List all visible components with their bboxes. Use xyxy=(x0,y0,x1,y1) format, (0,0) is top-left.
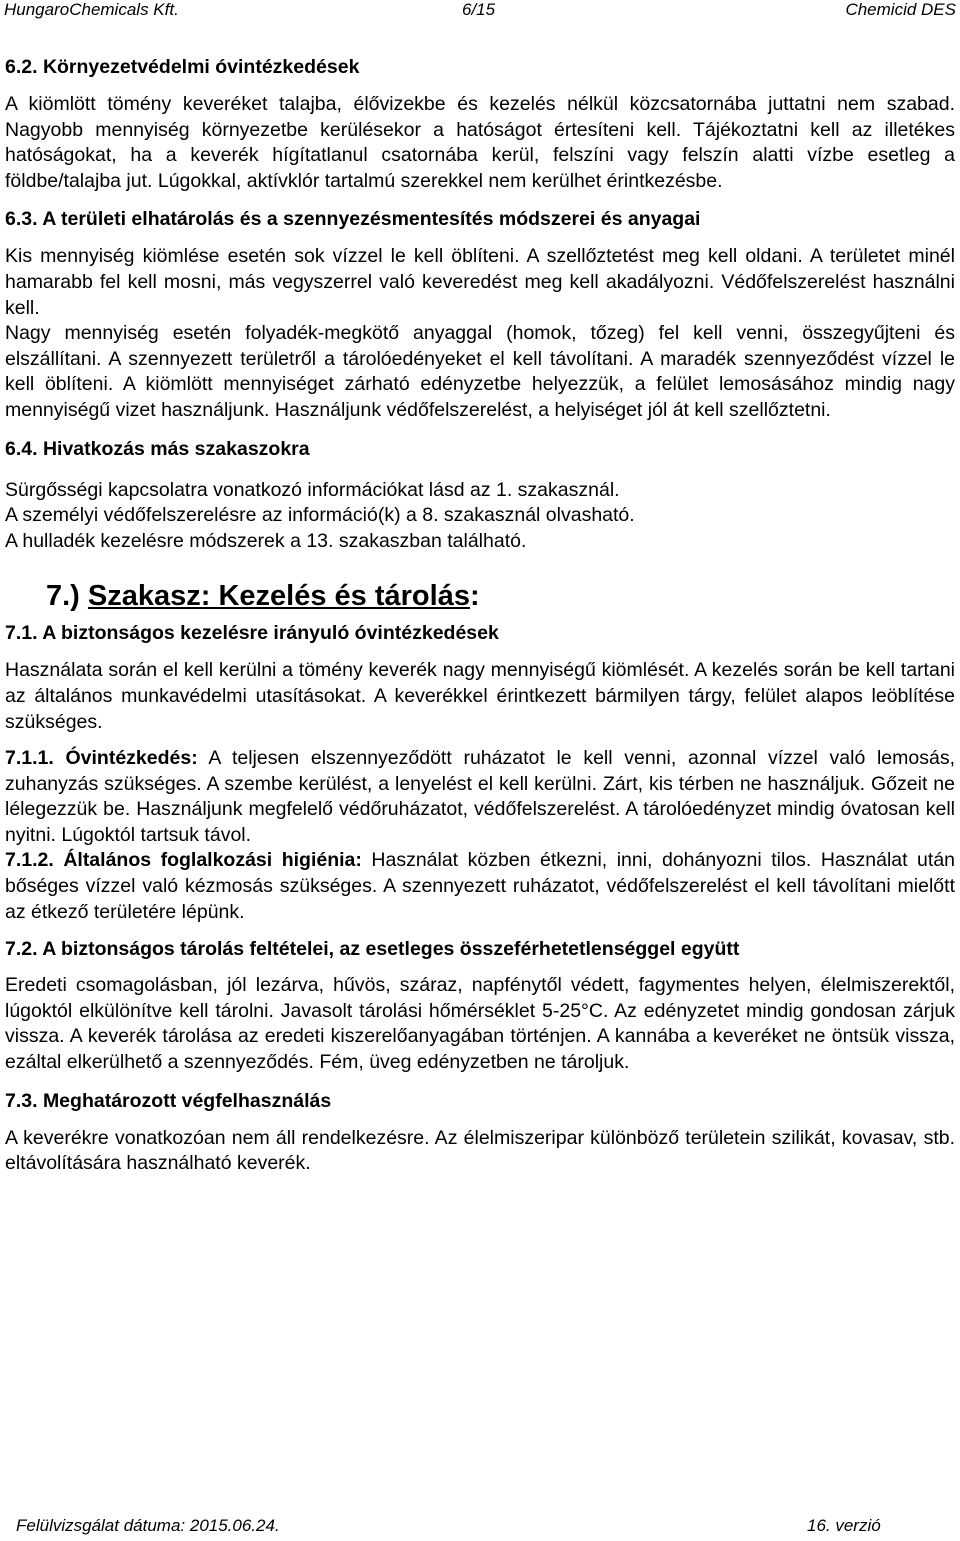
section-6-2-text: A kiömlött tömény keveréket talajba, élővizekbe és kezelés nélkül közcsatornába juttatni nem szabad. Nagyobb mennyiség környezetbe kerülésekor a hatóságot értesíteni kell. Tájékoztatni kell az illetékes hatóságokat, ha a keverék hígítatlanul csatornába kerül, felszíni vagy felszín alatti vízbe esetleg a földbe/talajba jut. Lúgokkal, aktívklór tartalmú szerekkel nem kerülhet érintkezésbe. xyxy=(5,93,955,192)
page-number: 6/15 xyxy=(462,0,496,19)
review-date: Felülvizsgálat dátuma: 2015.06.24. xyxy=(16,1516,280,1535)
section-7-1-1-text: A teljesen elszennyeződött ruházatot le kell venni, azonnal vízzel való lemosás, zuhanyzás szükséges. A szembe kerülést, a lenyelést el kell kerülni. Zárt, kis térben ne használjuk. Gőzeit ne lélegezzük be. Használjunk megfelelő védőruházatot, védőfelszerelést. A tárolóedényzet mindig óvatosan kell nyitni. Lúgoktól tartsuk távol. xyxy=(5,747,955,846)
section-6-3-paragraph-2: Nagy mennyiség esetén folyadék-megkötő anyaggal (homok, tőzeg) fel kell venni, összegyűjteni és elszállítani. A szennyezett területről a tárolóedényeket el kell távolítani. A maradék szennyeződést vízzel le kell öblíteni. A kiömlött mennyiséget zárható edényzetbe helyezzük, a felület lemosásához mindig nagy mennyiségű vizet használjunk. Használjunk védőfelszerelést, a helyiséget jól át kell szellőztetni. xyxy=(5,322,955,421)
section-7-1-1 xyxy=(5,746,955,848)
version-label: 16. verzió xyxy=(807,1516,881,1535)
section-6-3-paragraph-1: Kis mennyiség kiömlése esetén sok vízzel le kell öblíteni. A szellőztetést meg kell oldani. A területet minél hamarabb fel kell mosni, más vegyszerrel való keveredést meg kell akadályozni. Védőfelszerelést használni kell. xyxy=(5,245,955,319)
company-name: HungaroChemicals Kft. xyxy=(4,0,179,19)
section-7-1-2-label: Általános foglalkozási higiénia: xyxy=(63,849,362,872)
section-7-1-title: 7.1. A biztonságos kezelésre irányuló óvintézkedések xyxy=(5,622,499,645)
section-7-1-2 xyxy=(5,848,955,925)
section-6-4-line: A hulladék kezelésre módszerek a 13. szakaszban található. xyxy=(5,529,527,552)
section-6-2-title: 6.2. Környezetvédelmi óvintézkedések xyxy=(5,56,360,78)
section-7-1-2-text: Használat közben étkezni, inni, dohányozni tilos. Használat után bőséges vízzel való kézmosás szükséges. A szennyezett ruházatot, védőfelszerelést el kell távolítani mielőtt az étkező területére lépünk. xyxy=(5,849,956,923)
section-7-2-text: Eredeti csomagolásban, jól lezárva, hűvös, száraz, napfénytől védett, fagymentes helyen, élelmiszerektől, lúgoktól elkülönítve kell tárolni. Javasolt tárolási hőmérséklet 5-25°C. Az edényzetet mindig gondosan zárjuk vissza. A keverék tárolása az eredeti kiszerelőanyagában történjen. A kannába a keveréket ne öntsük vissza, ezáltal elkerülhető a szennyeződés. Fém, üveg edényzetben ne tároljuk. xyxy=(5,974,955,1074)
section-7-number: 7.) xyxy=(46,580,80,613)
section-6-4-line: Sürgősségi kapcsolatra vonatkozó információkat lásd az 1. szakasznál. xyxy=(5,478,620,501)
section-7-1-text: Használata során el kell kerülni a tömény keverék nagy mennyiségű kiömlését. A kezelés során be kell tartani az általános munkavédelmi utasításokat. A keverékkel érintkezett bármilyen tárgy, felület alapos leöblítése szükséges. xyxy=(5,659,955,733)
page-footer xyxy=(0,1516,960,1540)
section-6-3-title: 6.3. A területi elhatárolás és a szennyezésmentesítés módszerei és anyagai xyxy=(5,208,701,231)
product-name: Chemicid DES xyxy=(845,0,956,19)
section-7-1-2-number: 7.1.2. xyxy=(5,849,54,872)
section-7-title: Szakasz: Kezelés és tárolás xyxy=(87,580,470,613)
section-6-4-line: A személyi védőfelszerelésre az információ(k) a 8. szakasznál olvasható. xyxy=(5,504,635,527)
section-7-3-title: 7.3. Meghatározott végfelhasználás xyxy=(5,1089,332,1112)
page-header xyxy=(0,0,960,24)
section-7-colon: : xyxy=(469,580,480,613)
section-7-heading xyxy=(46,576,955,616)
section-7-2-title: 7.2. A biztonságos tárolás feltételei, az esetleges összeférhetetlenséggel együtt xyxy=(5,938,740,961)
section-7-3-text: A keverékre vonatkozóan nem áll rendelkezésre. Az élelmiszeripar különböző területein szilikát, kovasav, stb. eltávolítására használható keverék. xyxy=(5,1126,955,1175)
document-content xyxy=(5,53,955,1177)
section-7-1-1-number: 7.1.1. xyxy=(5,747,54,770)
section-7-1-1-label: Óvintézkedés: xyxy=(65,747,198,770)
section-6-4-title: 6.4. Hivatkozás más szakaszokra xyxy=(5,437,310,460)
